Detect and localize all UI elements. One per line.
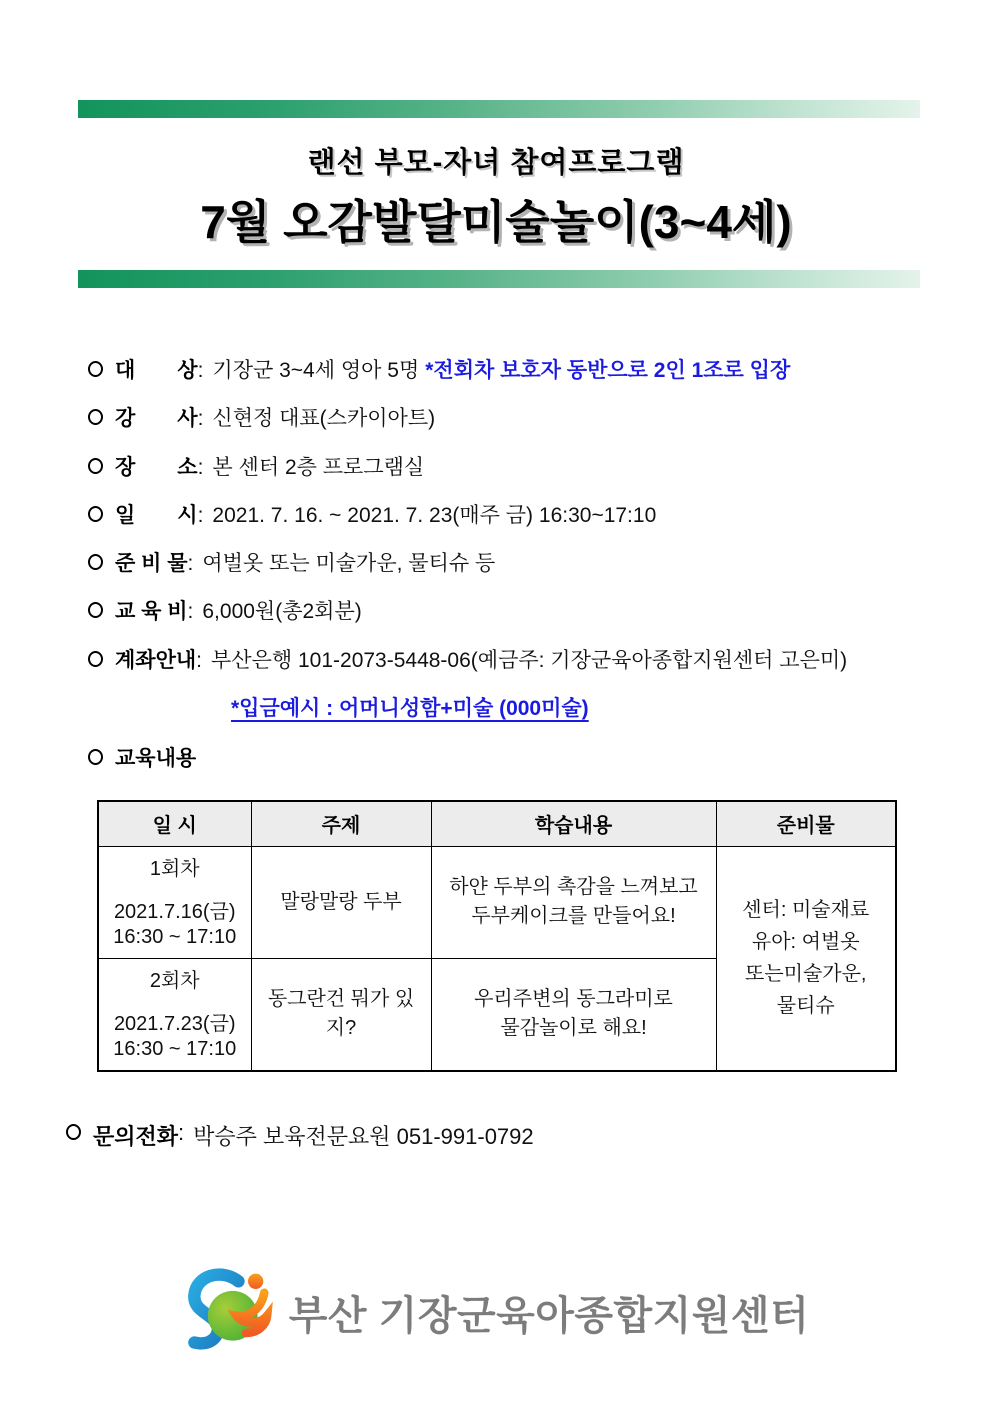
colon: : (196, 648, 202, 672)
cell-session-2-topic: 동그란건 뭐가 있지? (251, 958, 431, 1071)
session-time: 16:30 ~ 17:10 (113, 1037, 237, 1060)
info-highlight-note: *전회차 보호자 동반으로 2인 1조로 입장 (425, 359, 791, 382)
info-list (88, 358, 932, 772)
contact-line (66, 1120, 992, 1151)
program-subtitle: 랜선 부모-자녀 참여프로그램 (307, 147, 685, 179)
materials-line: 유아: 여벌옷 (751, 931, 860, 953)
circle-bullet-icon (66, 1124, 81, 1140)
info-row-datetime (88, 503, 932, 529)
info-row-edu-content-heading (88, 746, 932, 772)
info-value: 6,000원(총2회분) (202, 600, 362, 624)
cell-session-1-topic: 말랑말랑 두부 (251, 846, 431, 958)
info-value: 기장군 3~4세 영아 5명 (212, 359, 420, 382)
info-label: 일 시 (115, 503, 198, 527)
page-title: 7월 오감발달미술놀이(3~4세) (200, 196, 792, 248)
session-time: 16:30 ~ 17:10 (113, 925, 237, 948)
cell-session-1-content: 하얀 두부의 촉감을 느껴보고 두부케이크를 만들어요! (431, 846, 716, 958)
info-value: 신현정 대표(스카이아트) (212, 407, 436, 431)
info-value: 여벌옷 또는 미술가운, 물티슈 등 (202, 552, 496, 575)
cell-session-2-datetime (98, 958, 251, 1071)
info-label: 준 비 물 (115, 552, 188, 575)
info-value: 2021. 7. 16. ~ 2021. 7. 23(매주 금) 16:30~17:10 (212, 503, 657, 527)
colon: : (197, 503, 204, 527)
circle-bullet-icon (88, 361, 103, 377)
green-gradient-bar-bottom (78, 270, 920, 288)
org-logo-text: 부산 기장군육아종합지원센터 (288, 1294, 810, 1338)
circle-bullet-icon (88, 409, 103, 425)
colon: : (178, 1119, 185, 1145)
schedule-table (97, 800, 897, 1072)
info-label: 계좌안내 (115, 648, 197, 672)
deposit-example-note: *입금예시 : 어머니성함+미술 (000미술) (231, 696, 589, 720)
colon: : (197, 359, 204, 382)
org-logo (183, 1266, 809, 1359)
info-row-account (88, 648, 932, 674)
circle-bullet-icon (88, 506, 103, 522)
cell-session-2-content: 우리주변의 동그라미로 물감놀이로 해요! (431, 958, 716, 1071)
col-header-datetime: 일 시 (98, 801, 251, 846)
info-row-place (88, 455, 932, 481)
cell-materials (716, 846, 896, 1071)
info-value: 부산은행 101-2073-5448-06(예금주: 기장군육아종합지원센터 고은미) (211, 648, 848, 672)
info-label: 교 육 비 (115, 600, 188, 624)
materials-line: 또는미술가운, (745, 963, 867, 985)
colon: : (187, 600, 194, 624)
info-row-instructor (88, 406, 932, 432)
cell-session-1-datetime (98, 846, 251, 958)
session-number: 1회차 (149, 857, 200, 880)
header (0, 140, 992, 252)
col-header-content: 학습내용 (431, 801, 716, 846)
session-number: 2회차 (149, 969, 200, 992)
col-header-topic: 주제 (251, 801, 431, 846)
info-label: 장 소 (115, 455, 198, 479)
colon: : (197, 455, 204, 479)
section-heading: 교육내용 (115, 746, 197, 770)
circle-bullet-icon (88, 651, 103, 667)
contact-label: 문의전화 (93, 1123, 179, 1149)
session-date: 2021.7.23(금) (113, 1012, 236, 1035)
materials-line: 센터: 미술재료 (742, 899, 870, 921)
green-gradient-bar-top (78, 100, 920, 118)
contact-value: 박승주 보육전문요원 051-991-0792 (193, 1123, 534, 1149)
info-row-supplies (88, 551, 932, 577)
circle-bullet-icon (88, 749, 103, 765)
info-row-target (88, 358, 932, 384)
info-label: 강 사 (115, 407, 198, 431)
col-header-materials: 준비물 (716, 801, 896, 846)
info-value: 본 센터 2층 프로그램실 (212, 455, 425, 479)
table-row (98, 846, 896, 958)
session-date: 2021.7.16(금) (113, 900, 236, 923)
circle-bullet-icon (88, 458, 103, 474)
materials-line: 물티슈 (776, 995, 835, 1017)
colon: : (187, 552, 194, 575)
info-row-fee (88, 599, 932, 625)
table-header-row (98, 801, 896, 846)
colon: : (197, 407, 204, 431)
info-label: 대 상 (115, 359, 198, 382)
circle-bullet-icon (88, 602, 103, 618)
circle-bullet-icon (88, 554, 103, 570)
org-logo-icon (183, 1266, 279, 1359)
